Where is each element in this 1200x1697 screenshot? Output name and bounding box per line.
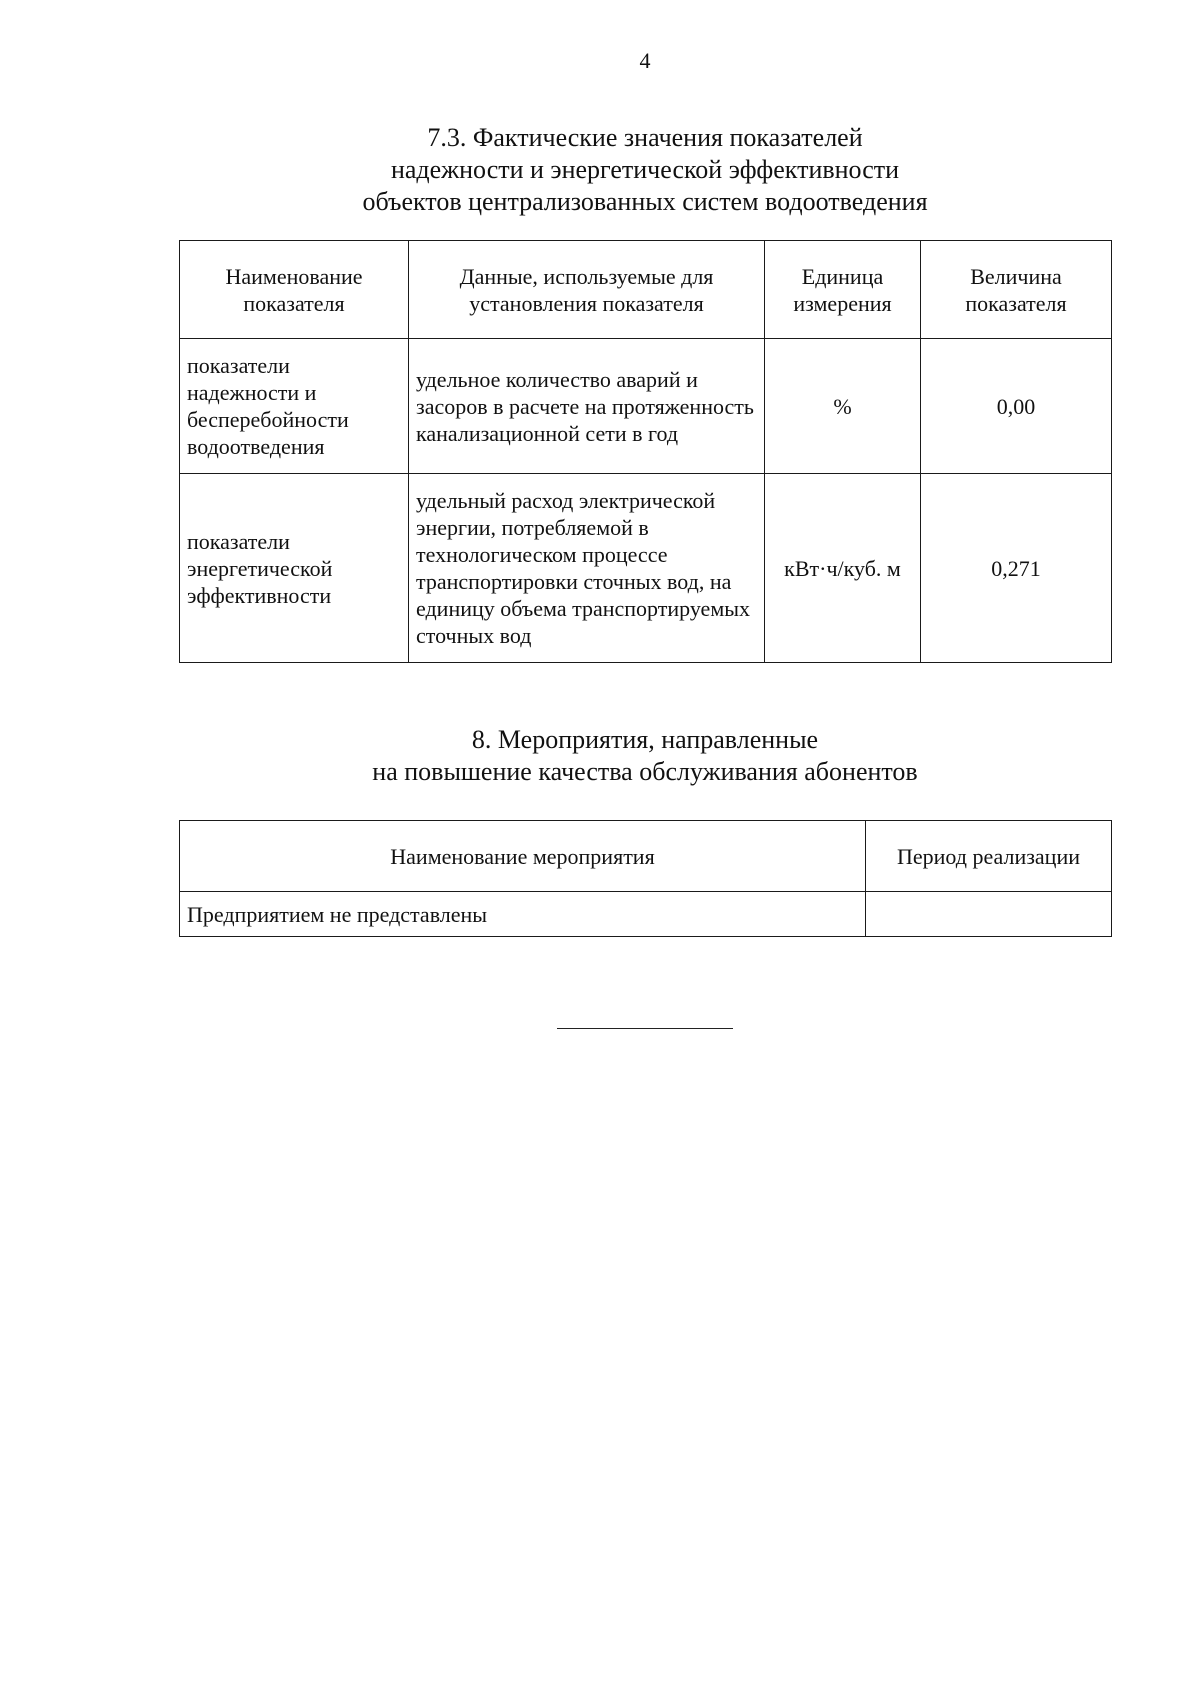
section-7-3-title-line: 7.3. Фактические значения показателей — [427, 123, 863, 152]
indicator-name-cell: показатели энергетической эффективности — [180, 474, 409, 663]
section-8-title-line: 8. Мероприятия, направленные — [471, 725, 819, 754]
indicator-unit-cell: кВт·ч/куб. м — [765, 474, 921, 663]
header-indicator-name: Наименование показателя — [180, 241, 409, 339]
measure-name-cell: Предприятием не представлены — [180, 892, 866, 937]
indicator-value-cell: 0,00 — [921, 339, 1112, 474]
section-8-title — [180, 724, 1110, 788]
section-7-3-title-line: объектов централизованных систем водоотведения — [362, 187, 928, 216]
header-period: Период реализации — [866, 821, 1112, 892]
measure-period-cell — [866, 892, 1112, 937]
section-7-3-title — [180, 122, 1110, 218]
indicator-data-cell: удельное количество аварий и засоров в расчете на протяженность канализационной сети в год — [409, 339, 765, 474]
table-row — [180, 892, 1112, 937]
table-row — [180, 339, 1112, 474]
section-7-3-title-line: надежности и энергетической эффективности — [390, 155, 900, 184]
page-number: 4 — [639, 48, 651, 73]
table-header-row — [180, 821, 1112, 892]
header-indicator-data: Данные, используемые для установления показателя — [409, 241, 765, 339]
section-8-title-line: на повышение качества обслуживания абонентов — [372, 757, 918, 786]
measures-table — [179, 820, 1112, 937]
indicator-data-cell: удельный расход электрической энергии, потребляемой в технологическом процессе транспортировки сточных вод, на единицу объема транспортируемых сточных вод — [409, 474, 765, 663]
indicator-name-cell: показатели надежности и бесперебойности водоотведения — [180, 339, 409, 474]
header-unit: Единица измерения — [765, 241, 921, 339]
header-measure-name: Наименование мероприятия — [180, 821, 866, 892]
indicator-unit-cell: % — [765, 339, 921, 474]
table-header-row — [180, 241, 1112, 339]
indicators-table — [179, 240, 1112, 663]
header-value: Величина показателя — [921, 241, 1112, 339]
end-separator-line — [557, 1028, 733, 1029]
table-row — [180, 474, 1112, 663]
indicator-value-cell: 0,271 — [921, 474, 1112, 663]
